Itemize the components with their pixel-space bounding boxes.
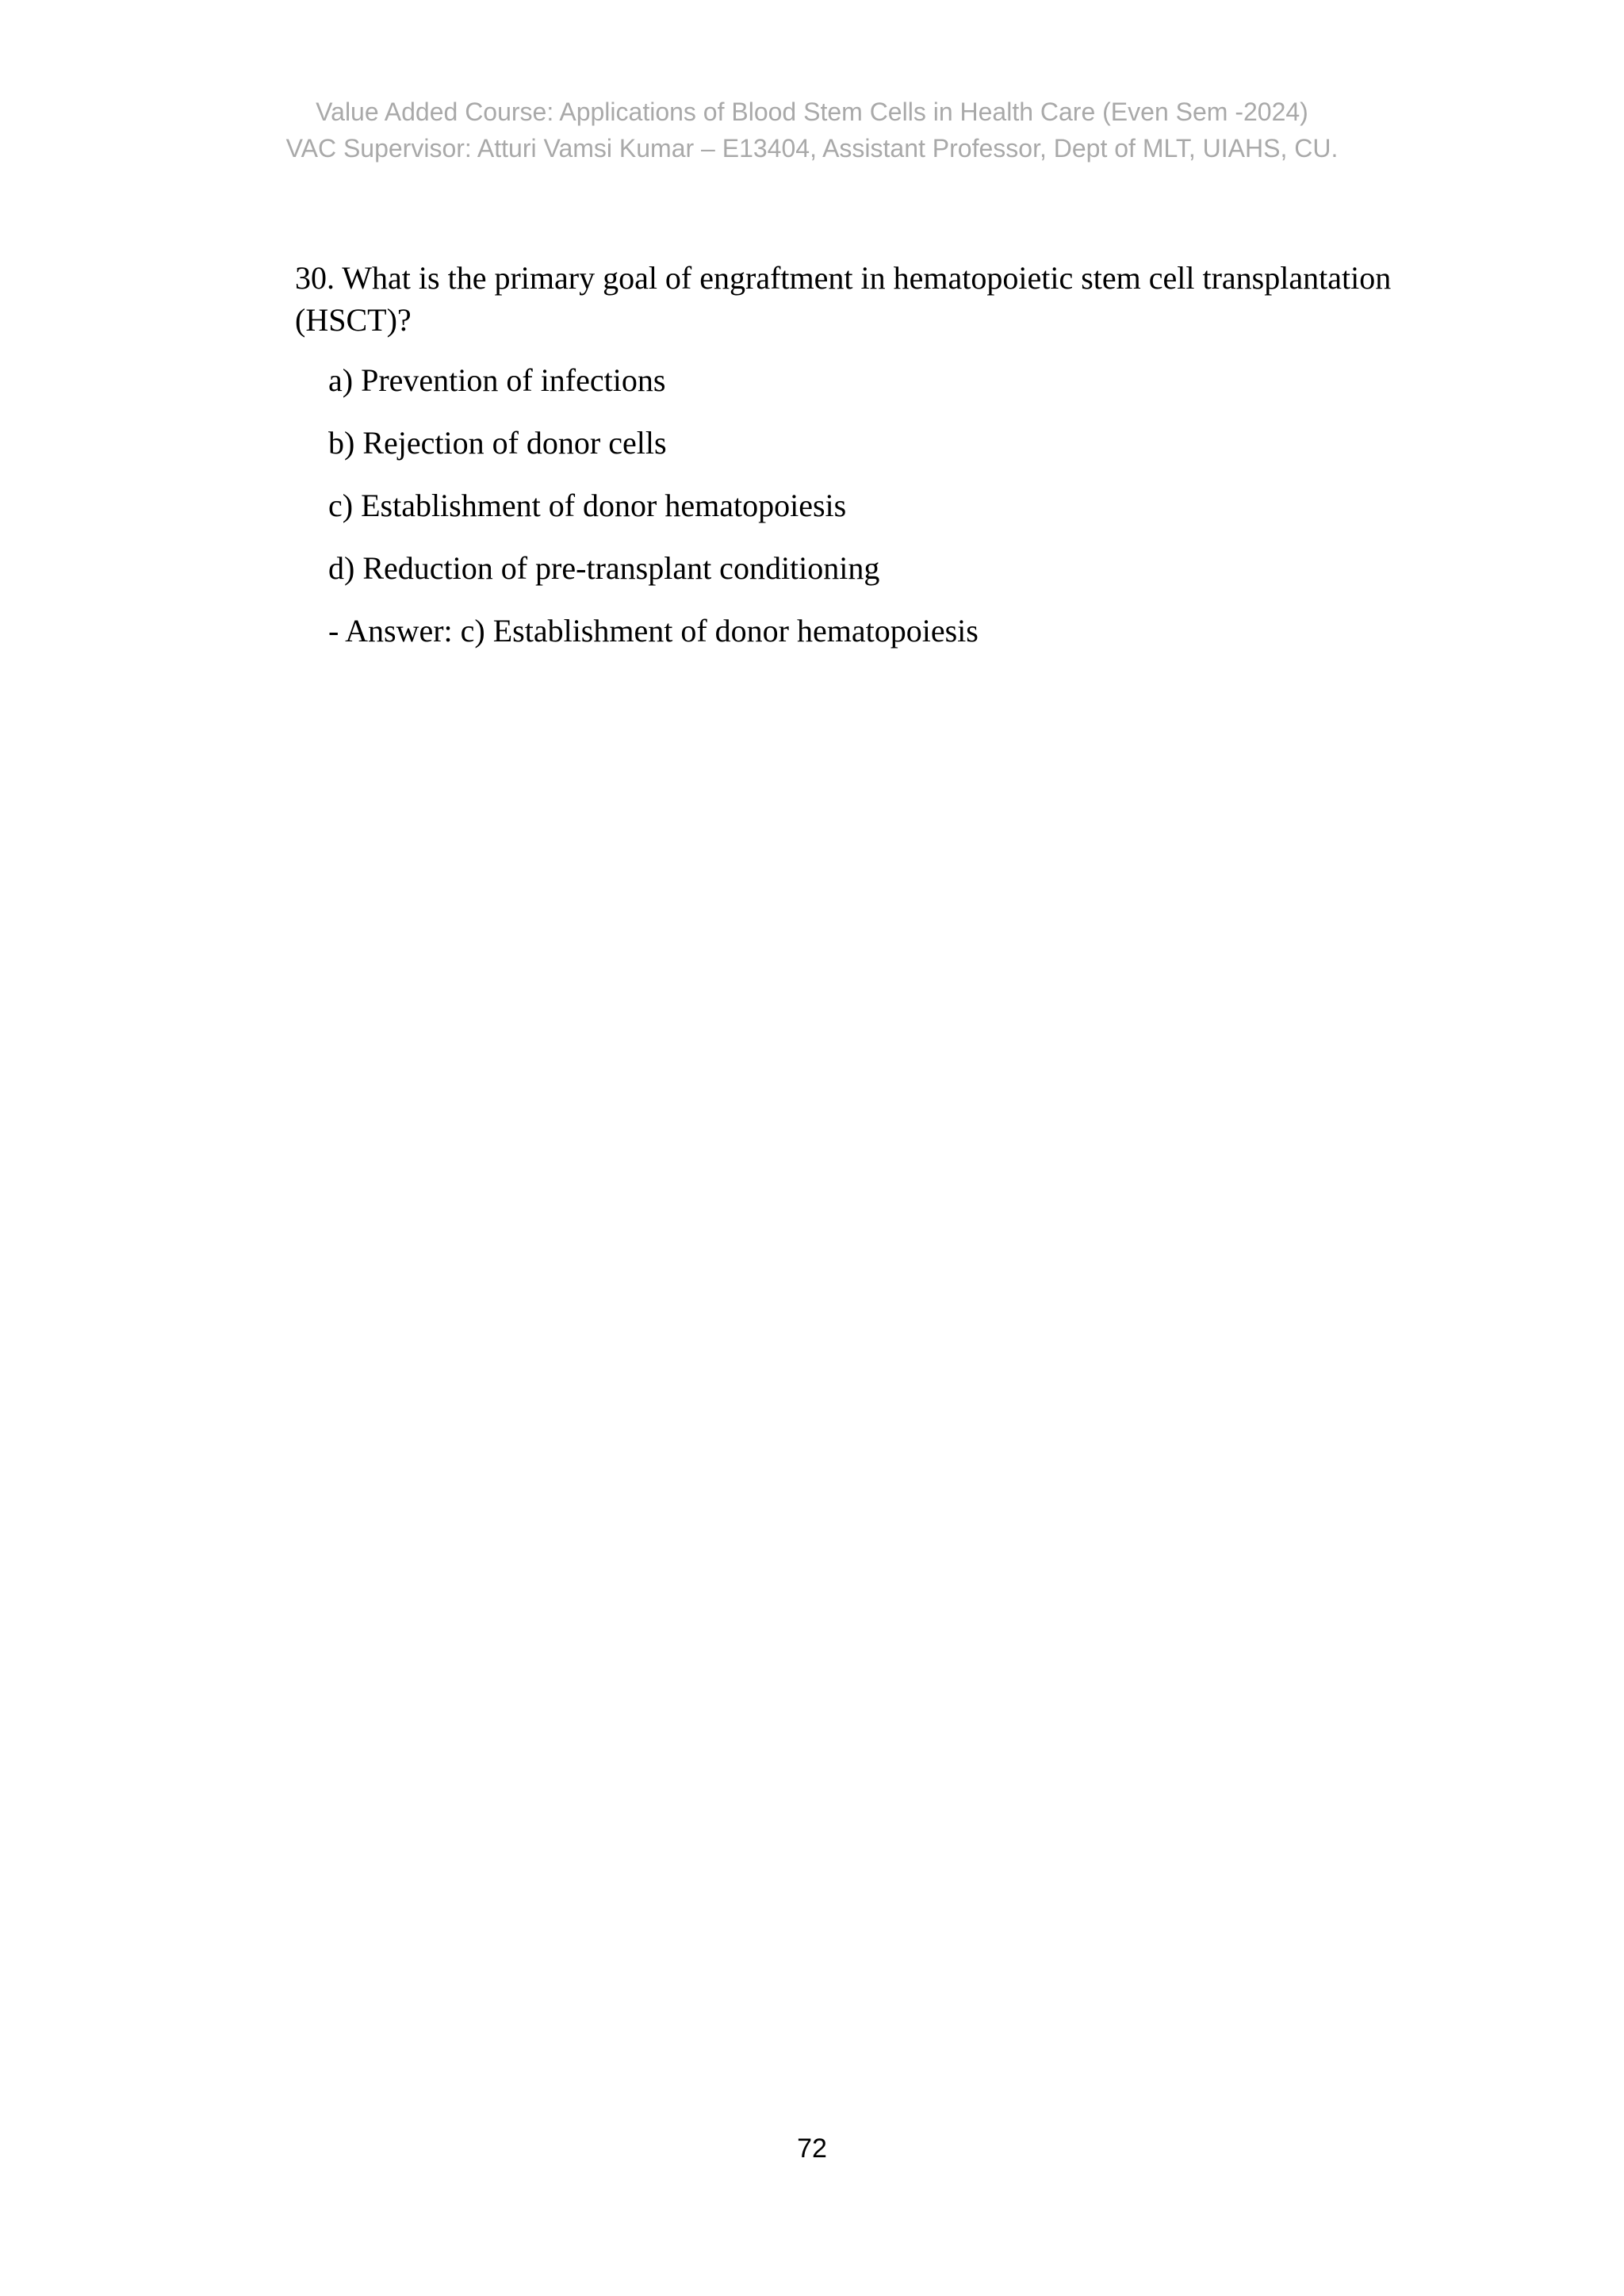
option-c: c) Establishment of donor hematopoiesis	[328, 488, 847, 523]
answer-options-list	[295, 359, 1453, 589]
option-d: d) Reduction of pre-transplant conditioning	[328, 550, 880, 586]
answer-text: - Answer: c) Establishment of donor hematopoiesis	[328, 613, 979, 649]
header-supervisor: VAC Supervisor: Atturi Vamsi Kumar – E13404, Assistant Professor, Dept of MLT, UIAHS, CU.	[285, 134, 1339, 163]
page-header	[0, 94, 1624, 166]
header-course-title: Value Added Course: Applications of Blood Stem Cells in Health Care (Even Sem -2024)	[316, 98, 1308, 126]
option-b: b) Rejection of donor cells	[328, 425, 667, 461]
option-a: a) Prevention of infections	[328, 362, 666, 398]
page-number: 72	[797, 2133, 827, 2164]
question-text: 30. What is the primary goal of engraftment in hematopoietic stem cell transplantation (HSCT)?	[295, 260, 1392, 338]
question-block	[295, 257, 1453, 652]
